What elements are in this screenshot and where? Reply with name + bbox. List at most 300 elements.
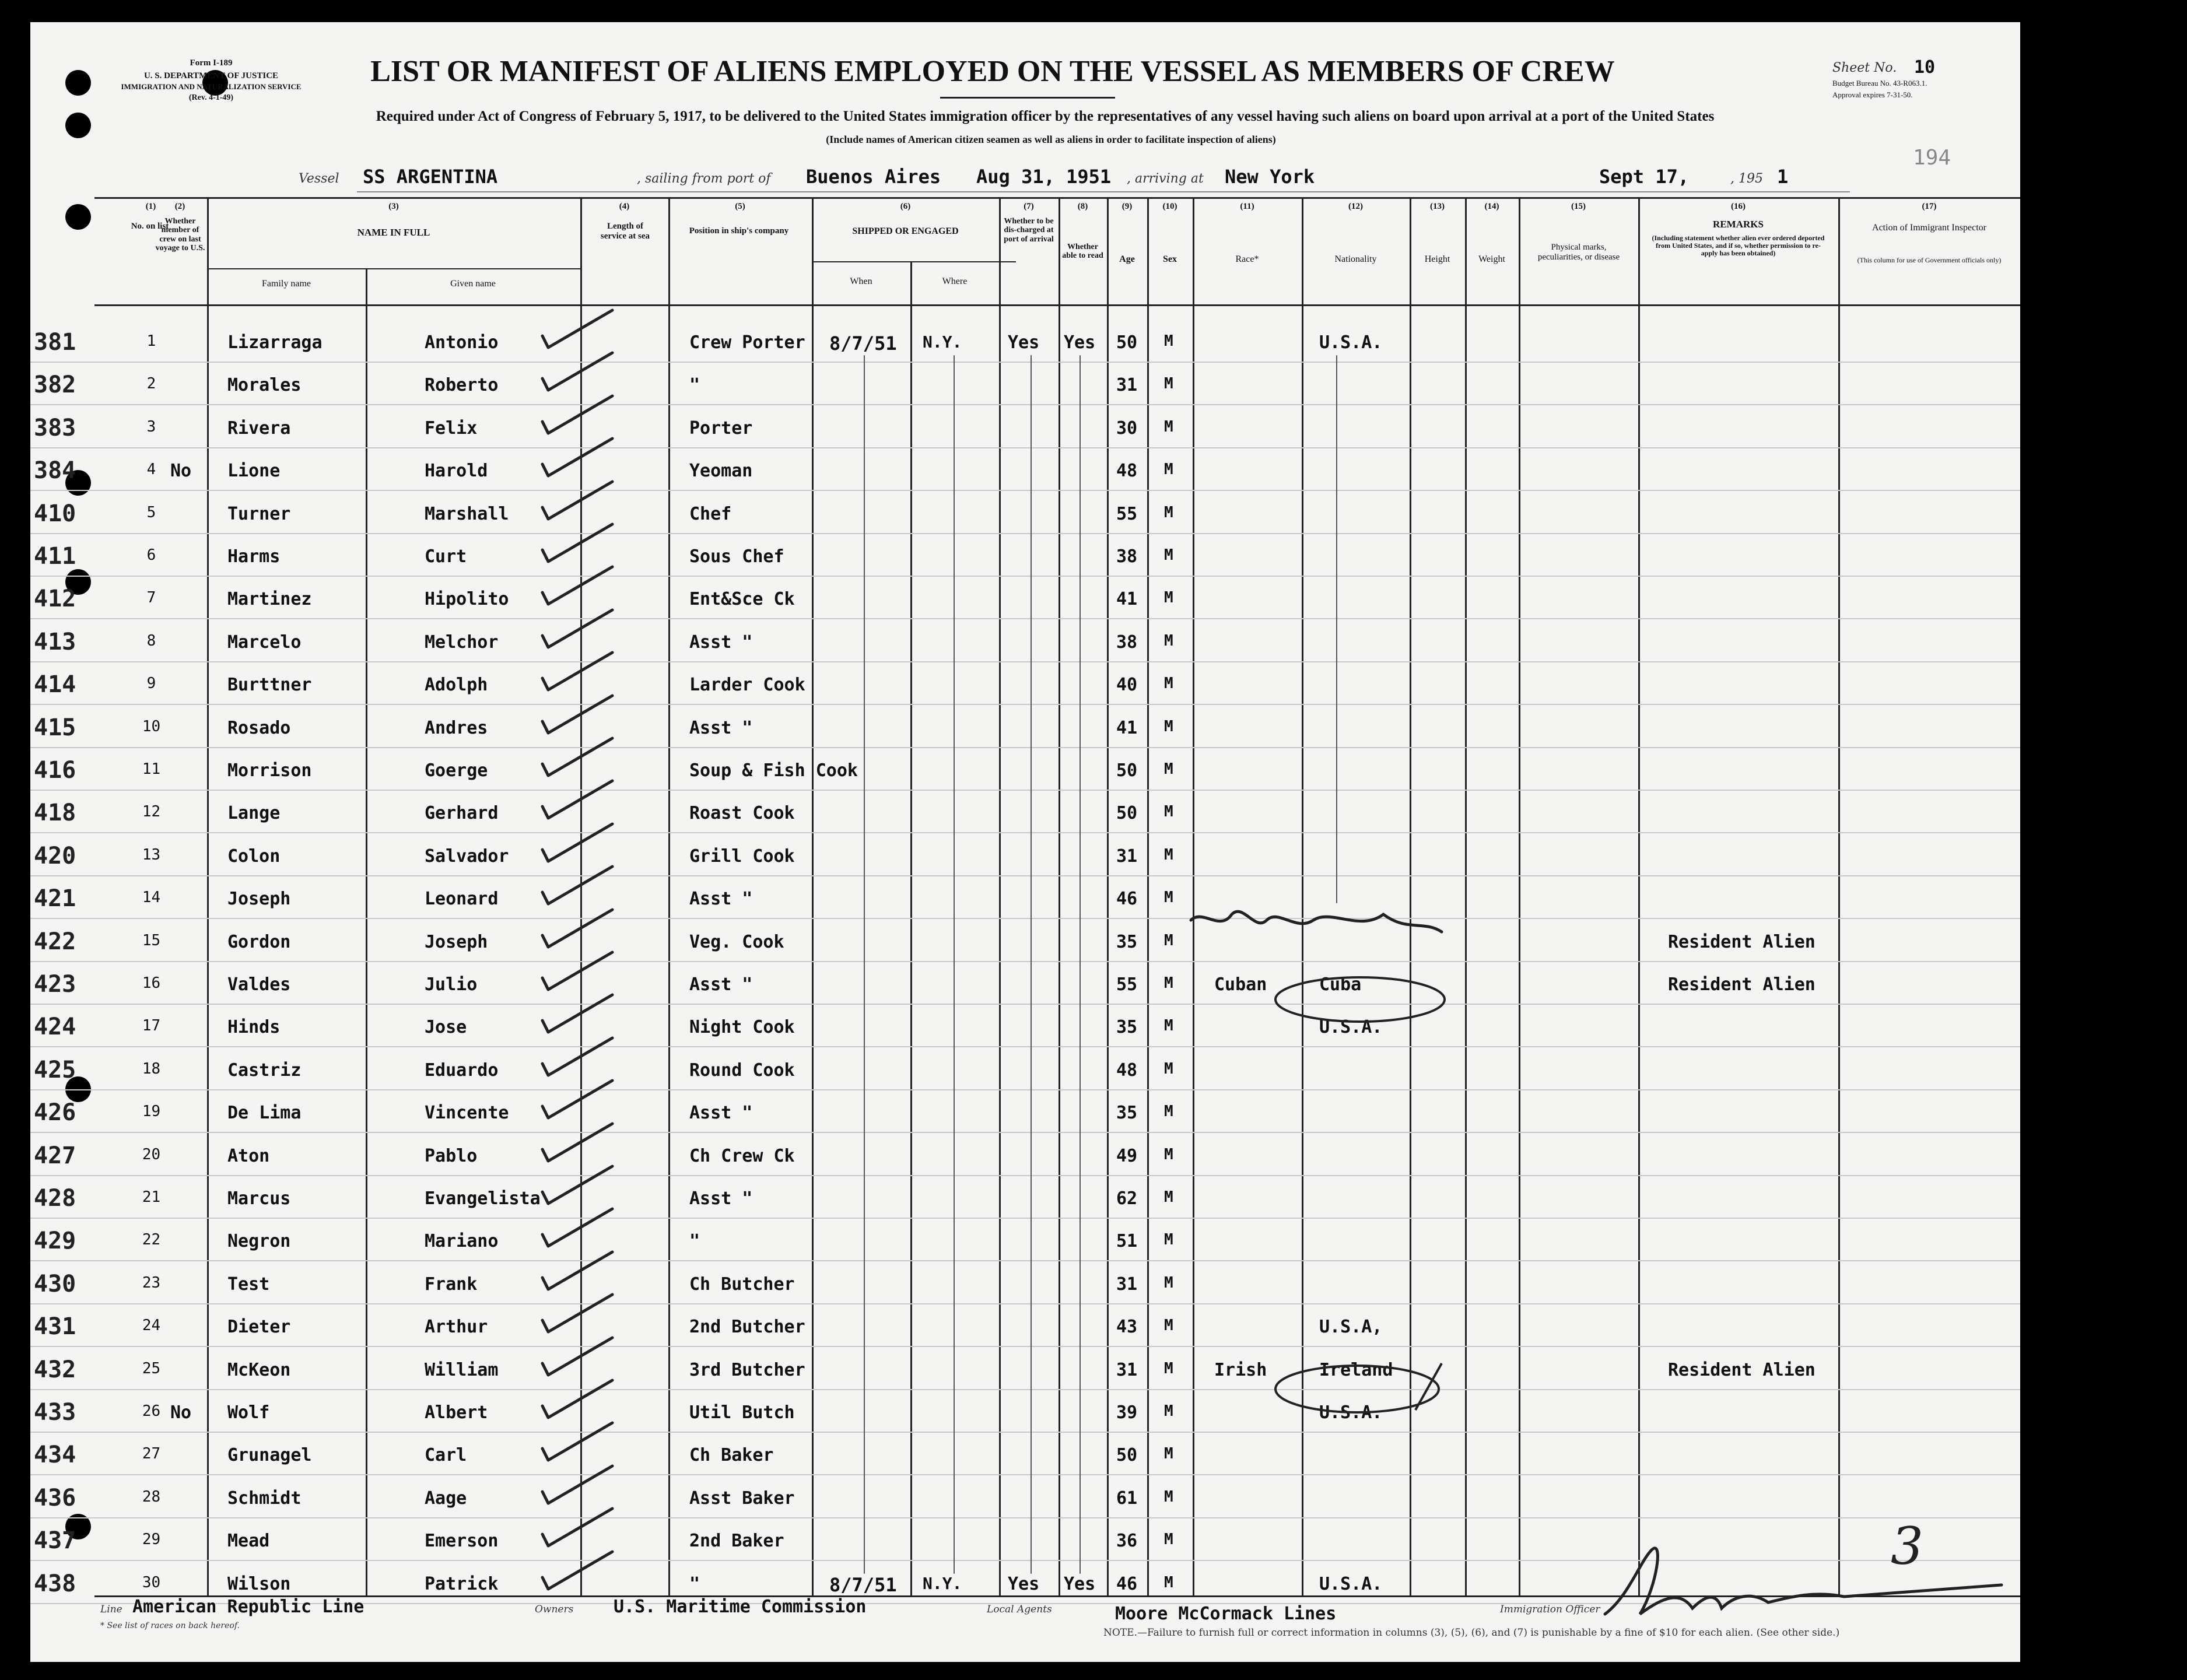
given-name: Curt <box>425 546 467 567</box>
list-no: 30 <box>142 1574 161 1591</box>
stamp-no: 423 <box>34 971 76 998</box>
sheet-number: 10 <box>1914 57 1936 78</box>
list-no: 18 <box>142 1060 161 1078</box>
list-no: 12 <box>142 803 161 820</box>
check-marks-overlay <box>30 22 2020 1662</box>
manifest-title: LIST OR MANIFEST OF ALIENS EMPLOYED ON THE VESSEL AS MEMBERS OF CREW <box>370 55 1615 88</box>
owners-name: U.S. Maritime Commission <box>614 1597 867 1617</box>
list-no: 4 <box>146 461 156 478</box>
sex: M <box>1164 1188 1173 1206</box>
family-name: Marcus <box>227 1188 291 1209</box>
fine-note: NOTE.—Failure to furnish full or correct information in columns (3), (5), (6), and (7) is punishable by a fine of $10 for each alien. (See other side.) <box>1103 1627 1840 1639</box>
stamp-no: 433 <box>34 1399 76 1426</box>
form-revision: (Rev. 4-1-49) <box>188 93 234 102</box>
col1-num: (1) <box>145 202 156 211</box>
check-mark-icon <box>542 1252 612 1289</box>
given-name: Mariano <box>425 1231 499 1251</box>
position: Asst " <box>689 974 753 995</box>
remarks: Resident Alien <box>1668 932 1816 952</box>
manifest-sheet <box>30 22 2020 1662</box>
list-no: 25 <box>142 1360 161 1377</box>
list-no: 1 <box>146 332 156 350</box>
age: 50 <box>1116 332 1138 353</box>
family-name: Grunagel <box>227 1445 312 1465</box>
check-mark-icon <box>542 1038 612 1075</box>
given-name: Evangelista <box>425 1188 541 1209</box>
age: 51 <box>1116 1231 1138 1251</box>
col2-num: (2) <box>174 202 185 211</box>
date-from: Aug 31, 1951 <box>976 166 1112 188</box>
col4-label: Length of service at sea <box>600 222 650 241</box>
sex: M <box>1164 1574 1173 1591</box>
stamp-no: 383 <box>34 415 76 441</box>
shipped-where: N.Y. <box>923 1574 962 1593</box>
age: 46 <box>1116 889 1138 909</box>
col16-note: (Including statement whether alien ever ordered deported from United States, and if so, whether permission to re-apply has been obtained) <box>1652 234 1825 258</box>
owners-label: Owners <box>535 1604 574 1615</box>
given-name: Jose <box>425 1017 467 1037</box>
port-to: New York <box>1225 166 1315 188</box>
col15-label: Physical marks, peculiarities, or disease <box>1537 243 1620 262</box>
family-name: Colon <box>227 846 281 867</box>
date-to: Sept 17, <box>1599 166 1690 188</box>
age: 48 <box>1116 1060 1138 1081</box>
family-name: Hinds <box>227 1017 281 1037</box>
stamp-no: 413 <box>34 629 76 655</box>
stamp-no: 427 <box>34 1142 76 1169</box>
stamp-no: 410 <box>34 500 76 527</box>
sex: M <box>1164 1488 1173 1506</box>
age: 30 <box>1116 418 1138 439</box>
age: 39 <box>1116 1402 1138 1423</box>
family-name: Rivera <box>227 418 291 439</box>
list-no: 15 <box>142 932 161 949</box>
sex: M <box>1164 974 1173 992</box>
race: Irish <box>1214 1360 1267 1380</box>
col4-num: (4) <box>619 202 630 211</box>
sex: M <box>1164 461 1173 478</box>
list-no: 24 <box>142 1317 161 1334</box>
able-to-read: Yes <box>1064 332 1096 353</box>
stamp-no: 414 <box>34 671 76 698</box>
position: Larder Cook <box>689 675 805 695</box>
position: Veg. Cook <box>689 932 784 952</box>
stamp-no: 428 <box>34 1185 76 1212</box>
age: 48 <box>1116 461 1138 481</box>
age: 35 <box>1116 1017 1138 1037</box>
sex: M <box>1164 589 1173 606</box>
position: Util Butch <box>689 1402 795 1423</box>
list-no: 19 <box>142 1103 161 1120</box>
age: 35 <box>1116 932 1138 952</box>
check-mark-icon <box>542 867 612 904</box>
sex: M <box>1164 504 1173 521</box>
position: Roast Cook <box>689 803 795 823</box>
agents-name: Moore McCormack Lines <box>1115 1604 1337 1624</box>
check-mark-icon <box>542 567 612 604</box>
given-name: Antonio <box>425 332 499 353</box>
budget-bureau: Budget Bureau No. 43-R063.1. <box>1832 79 1927 87</box>
sex: M <box>1164 675 1173 692</box>
line-name: American Republic Line <box>132 1597 365 1617</box>
position: Grill Cook <box>689 846 795 867</box>
port-from: Buenos Aires <box>806 166 941 188</box>
check-mark-icon <box>542 1423 612 1460</box>
stamp-no: 426 <box>34 1099 76 1126</box>
family-name: Rosado <box>227 718 291 738</box>
list-no: 7 <box>146 589 156 606</box>
given-name: Leonard <box>425 889 499 909</box>
list-no: 14 <box>142 889 161 906</box>
sex: M <box>1164 1317 1173 1334</box>
sex: M <box>1164 803 1173 820</box>
given-name: Aage <box>425 1488 467 1509</box>
sex: M <box>1164 1060 1173 1078</box>
age: 46 <box>1116 1574 1138 1594</box>
stamp-no: 415 <box>34 714 76 741</box>
sex: M <box>1164 1146 1173 1163</box>
age: 50 <box>1116 760 1138 781</box>
family-name: Mead <box>227 1531 270 1551</box>
col5-label: Position in ship's company <box>689 226 789 236</box>
col10-num: (10) <box>1162 202 1177 211</box>
given-name: Roberto <box>425 375 499 395</box>
list-no: 9 <box>146 675 156 692</box>
given-name: Patrick <box>425 1574 499 1594</box>
stamp-no: 430 <box>34 1271 76 1297</box>
col10-label: Sex <box>1163 254 1177 264</box>
col6-label: SHIPPED OR ENGAGED <box>852 226 959 236</box>
position: " <box>689 1231 700 1251</box>
age: 55 <box>1116 974 1138 995</box>
list-no: 10 <box>142 718 161 735</box>
manifest-subtitle: Required under Act of Congress of February 5, 1917, to be delivered to the United States immigration officer by the representatives of any vessel having such aliens on board upon arrival at a port of the United States <box>376 108 1715 124</box>
position: " <box>689 375 700 395</box>
remarks: Resident Alien <box>1668 1360 1816 1380</box>
family-name: Turner <box>227 504 291 524</box>
given-name: Arthur <box>425 1317 488 1337</box>
col9-num: (9) <box>1121 202 1133 211</box>
age: 50 <box>1116 803 1138 823</box>
sex: M <box>1164 332 1173 350</box>
list-no: 5 <box>146 504 156 521</box>
position: 3rd Butcher <box>689 1360 805 1380</box>
nationality: U.S.A. <box>1319 1017 1383 1037</box>
check-mark-icon <box>542 353 612 390</box>
sex: M <box>1164 546 1173 564</box>
age: 35 <box>1116 1103 1138 1123</box>
nationality: U.S.A. <box>1319 1574 1383 1594</box>
col2-label: Whether member of crew on last voyage to U.S. <box>155 217 205 253</box>
sex: M <box>1164 1360 1173 1377</box>
age: 36 <box>1116 1531 1138 1551</box>
family-name: Lizarraga <box>227 332 323 353</box>
list-no: 26 <box>142 1402 161 1420</box>
position: Yeoman <box>689 461 753 481</box>
col8-label: Whether able to read <box>1062 243 1103 261</box>
age: 38 <box>1116 546 1138 567</box>
nationality: U.S.A. <box>1319 332 1383 353</box>
shipped-where: N.Y. <box>923 332 962 352</box>
margin-mark: 3 <box>1891 1516 1923 1576</box>
list-no: 6 <box>146 546 156 564</box>
given-name: Goerge <box>425 760 488 781</box>
sex: M <box>1164 418 1173 436</box>
age: 62 <box>1116 1188 1138 1209</box>
sex: M <box>1164 932 1173 949</box>
position: Ch Baker <box>689 1445 774 1465</box>
family-name: Morales <box>227 375 302 395</box>
stamp-no: 416 <box>34 757 76 784</box>
family-name: Test <box>227 1274 270 1295</box>
family-name: Lione <box>227 461 281 481</box>
given-name: Pablo <box>425 1146 478 1166</box>
col6-where: Where <box>942 276 968 286</box>
col9-label: Age <box>1119 254 1135 264</box>
sex: M <box>1164 632 1173 650</box>
given-name: Vincente <box>425 1103 509 1123</box>
family-name: Harms <box>227 546 281 567</box>
check-mark-icon <box>542 781 612 818</box>
col14-num: (14) <box>1484 202 1499 211</box>
stamp-no: 418 <box>34 799 76 826</box>
family-name: Valdes <box>227 974 291 995</box>
col14-label: Weight <box>1478 254 1505 264</box>
list-no: 13 <box>142 846 161 864</box>
nationality: U.S.A, <box>1319 1317 1383 1337</box>
given-name: Albert <box>425 1402 488 1423</box>
check-mark-icon <box>542 1124 612 1161</box>
age: 38 <box>1116 632 1138 653</box>
sex: M <box>1164 1402 1173 1420</box>
stamp-no: 434 <box>34 1441 76 1468</box>
age: 41 <box>1116 589 1138 609</box>
sheet-label: Sheet No. <box>1832 61 1897 75</box>
nationality: Cuba <box>1319 974 1362 995</box>
given-name: Melchor <box>425 632 499 653</box>
age: 61 <box>1116 1488 1138 1509</box>
position: Night Cook <box>689 1017 795 1037</box>
given-name: Emerson <box>425 1531 499 1551</box>
given-name: Felix <box>425 418 478 439</box>
sex: M <box>1164 1017 1173 1034</box>
family-name: Negron <box>227 1231 291 1251</box>
col6-when: When <box>850 276 872 286</box>
races-note: * See list of races on back hereof. <box>100 1621 240 1630</box>
col8-num: (8) <box>1077 202 1088 211</box>
given-name: Gerhard <box>425 803 499 823</box>
family-name: Aton <box>227 1146 270 1166</box>
able-to-read: Yes <box>1064 1574 1096 1594</box>
check-mark-icon <box>542 1380 612 1418</box>
list-no: 8 <box>146 632 156 650</box>
age: 50 <box>1116 1445 1138 1465</box>
list-no: 16 <box>142 974 161 992</box>
col7-label: Whether to be dis-charged at port of arrival <box>1004 217 1054 244</box>
family-name: Marcelo <box>227 632 302 653</box>
col7-num: (7) <box>1024 202 1034 211</box>
check-mark-icon <box>542 1295 612 1332</box>
col13-num: (13) <box>1430 202 1445 211</box>
check-mark-icon <box>542 1209 612 1246</box>
position: Chef <box>689 504 732 524</box>
sex: M <box>1164 1274 1173 1292</box>
check-mark-icon <box>542 995 612 1032</box>
form-department: U. S. DEPARTMENT OF JUSTICE <box>143 71 279 80</box>
age: 31 <box>1116 375 1138 395</box>
age: 31 <box>1116 1274 1138 1295</box>
check-mark-icon <box>542 1466 612 1503</box>
check-mark-icon <box>542 610 612 647</box>
given-name: Eduardo <box>425 1060 499 1081</box>
officer-label: Immigration Officer <box>1500 1604 1600 1615</box>
age: 31 <box>1116 846 1138 867</box>
prev-voyage: No <box>170 461 192 481</box>
family-name: Wilson <box>227 1574 291 1594</box>
stamp-no: 422 <box>34 928 76 955</box>
family-name: Wolf <box>227 1402 270 1423</box>
family-name: Lange <box>227 803 281 823</box>
check-mark-icon <box>542 1166 612 1204</box>
discharged: Yes <box>1008 332 1040 353</box>
given-name: Andres <box>425 718 488 738</box>
family-name: Castriz <box>227 1060 302 1081</box>
position: Asst Baker <box>689 1488 795 1509</box>
list-no: 23 <box>142 1274 161 1292</box>
check-mark-icon <box>542 482 612 519</box>
position: Sous Chef <box>689 546 784 567</box>
check-mark-icon <box>542 310 612 348</box>
col17-label: Action of Immigrant Inspector <box>1872 223 1986 233</box>
sex: M <box>1164 1103 1173 1120</box>
position: Soup & Fish Cook <box>689 760 858 781</box>
list-no: 27 <box>142 1445 161 1462</box>
year-prefix: , 195 <box>1730 171 1763 186</box>
stamp-no: 411 <box>34 543 76 570</box>
shipped-when: 8/7/51 <box>829 1574 897 1596</box>
list-no: 2 <box>146 375 156 392</box>
check-mark-icon <box>542 1338 612 1375</box>
check-mark-icon <box>542 1081 612 1118</box>
age: 40 <box>1116 675 1138 695</box>
year-digit: 1 <box>1777 166 1789 188</box>
position: Porter <box>689 418 753 439</box>
sex: M <box>1164 718 1173 735</box>
age: 41 <box>1116 718 1138 738</box>
position: Round Cook <box>689 1060 795 1081</box>
position: " <box>689 1574 700 1594</box>
position: Asst " <box>689 1188 753 1209</box>
list-no: 29 <box>142 1531 161 1548</box>
list-no: 11 <box>142 760 161 778</box>
given-name: William <box>425 1360 499 1380</box>
check-mark-icon <box>542 653 612 690</box>
check-mark-icon <box>542 439 612 476</box>
discharged: Yes <box>1008 1574 1040 1594</box>
vessel-name: SS ARGENTINA <box>363 166 498 188</box>
list-no: 20 <box>142 1146 161 1163</box>
col17-num: (17) <box>1922 202 1937 211</box>
position: Ch Butcher <box>689 1274 795 1295</box>
stamp-number: 194 <box>1913 146 1951 170</box>
age: 55 <box>1116 504 1138 524</box>
col6-num: (6) <box>900 202 911 211</box>
col12-num: (12) <box>1348 202 1363 211</box>
col11-label: Race* <box>1235 254 1259 264</box>
stamp-no: 429 <box>34 1227 76 1254</box>
shipped-when: 8/7/51 <box>829 332 897 355</box>
col12-label: Nationality <box>1334 254 1377 264</box>
family-name: Gordon <box>227 932 291 952</box>
list-no: 17 <box>142 1017 161 1034</box>
check-mark-icon <box>542 396 612 433</box>
position: 2nd Butcher <box>689 1317 805 1337</box>
agents-label: Local Agents <box>987 1604 1052 1615</box>
col5-num: (5) <box>735 202 745 211</box>
position: Asst " <box>689 1103 753 1123</box>
stamp-no: 431 <box>34 1313 76 1340</box>
remarks: Resident Alien <box>1668 974 1816 995</box>
vessel-label: Vessel <box>299 171 339 186</box>
check-mark-icon <box>542 952 612 990</box>
family-name: Morrison <box>227 760 312 781</box>
position: Asst " <box>689 718 753 738</box>
col3-given: Given name <box>450 279 496 289</box>
sex: M <box>1164 760 1173 778</box>
check-mark-icon <box>542 1509 612 1546</box>
stamp-no: 384 <box>34 457 76 484</box>
sailing-label: , sailing from port of <box>637 171 771 186</box>
given-name: Frank <box>425 1274 478 1295</box>
col17-note: (This column for use of Government officials only) <box>1857 256 2002 264</box>
list-no: 22 <box>142 1231 161 1248</box>
position: Asst " <box>689 889 753 909</box>
stamp-no: 436 <box>34 1485 76 1511</box>
stamp-no: 424 <box>34 1013 76 1040</box>
check-mark-icon <box>542 738 612 776</box>
form-service: IMMIGRATION AND NATURALIZATION SERVICE <box>121 82 302 91</box>
position: 2nd Baker <box>689 1531 784 1551</box>
sex: M <box>1164 1531 1173 1548</box>
given-name: Harold <box>425 461 488 481</box>
col15-num: (15) <box>1571 202 1586 211</box>
form-number: Form I-189 <box>190 58 233 68</box>
position: Asst " <box>689 632 753 653</box>
check-mark-icon <box>542 524 612 562</box>
family-name: Joseph <box>227 889 291 909</box>
given-name: Carl <box>425 1445 467 1465</box>
col3-family: Family name <box>262 279 311 289</box>
nationality: U.S.A. <box>1319 1402 1383 1423</box>
arriving-label: , arriving at <box>1127 171 1204 186</box>
given-name: Julio <box>425 974 478 995</box>
line-label: Line <box>100 1604 122 1615</box>
given-name: Marshall <box>425 504 509 524</box>
sex: M <box>1164 846 1173 864</box>
stamp-no: 412 <box>34 585 76 612</box>
stamp-no: 432 <box>34 1356 76 1383</box>
stamp-no: 421 <box>34 885 76 912</box>
col13-label: Height <box>1424 254 1450 264</box>
given-name: Salvador <box>425 846 509 867</box>
age: 43 <box>1116 1317 1138 1337</box>
position: Ent&Sce Ck <box>689 589 795 609</box>
position: Ch Crew Ck <box>689 1146 795 1166</box>
given-name: Joseph <box>425 932 488 952</box>
stamp-no: 382 <box>34 371 76 398</box>
list-no: 28 <box>142 1488 161 1506</box>
manifest-subnote: (Include names of American citizen seamen as well as aliens in order to facilitate inspection of aliens) <box>826 134 1276 145</box>
